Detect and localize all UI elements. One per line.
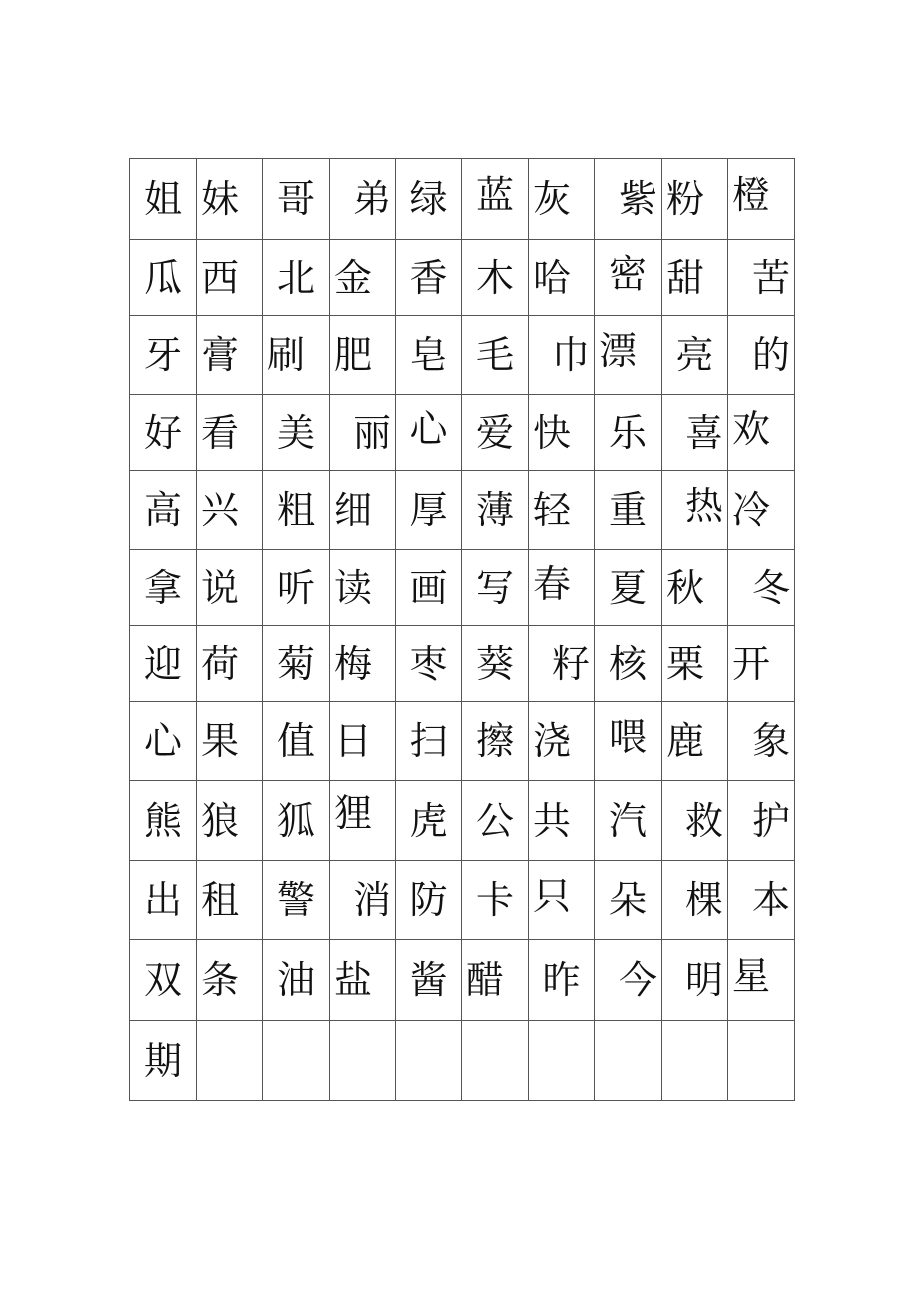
char-text: 乐: [608, 410, 647, 455]
char-cell: [529, 861, 595, 940]
char-cell: [662, 1021, 728, 1101]
char-text: 梅: [334, 641, 373, 686]
table-row: [130, 550, 795, 626]
char-cell: [662, 159, 728, 240]
char-text: 读: [334, 565, 373, 610]
char-text: 弟: [352, 177, 391, 221]
char-cell: [330, 702, 396, 781]
char-text: 北: [276, 255, 315, 300]
char-text: 防: [409, 878, 448, 922]
char-cell: [595, 471, 662, 550]
char-text: 星: [732, 954, 771, 998]
table-row: [130, 1021, 795, 1101]
char-cell: [462, 395, 529, 471]
char-cell: [728, 702, 795, 781]
char-text: 冷: [732, 488, 771, 532]
char-cell: [728, 626, 795, 702]
char-text: 肥: [334, 333, 373, 377]
char-cell: [529, 1021, 595, 1101]
char-text: 扫: [409, 719, 448, 763]
char-text: 毛: [475, 333, 514, 377]
char-cell: [462, 626, 529, 702]
char-text: 金: [334, 255, 373, 300]
char-cell: [728, 316, 795, 395]
char-cell: [330, 395, 396, 471]
char-cell: [529, 240, 595, 316]
char-cell: [263, 940, 330, 1021]
char-text: 菊: [276, 641, 315, 686]
char-text: 油: [276, 958, 315, 1002]
table-row: [130, 159, 795, 240]
char-cell: [130, 395, 197, 471]
char-text: 值: [276, 719, 315, 763]
char-text: 今: [618, 958, 657, 1002]
char-text: 写: [475, 565, 514, 610]
char-text: 膏: [201, 333, 240, 377]
char-text: 狸: [334, 790, 373, 835]
char-cell: [197, 240, 263, 316]
table-row: [130, 471, 795, 550]
char-text: 虎: [409, 798, 448, 843]
char-cell: [728, 940, 795, 1021]
char-cell: [130, 940, 197, 1021]
char-cell: [662, 702, 728, 781]
char-cell: [595, 395, 662, 471]
char-text: 粉: [666, 177, 705, 221]
char-text: 厚: [409, 488, 448, 532]
char-cell: [330, 1021, 396, 1101]
char-cell: [595, 940, 662, 1021]
char-cell: [462, 550, 529, 626]
char-text: 西: [201, 255, 240, 300]
char-text: 昨: [542, 958, 581, 1002]
char-text: 甜: [666, 255, 705, 300]
char-cell: [330, 861, 396, 940]
char-cell: [396, 940, 462, 1021]
char-cell: [263, 781, 330, 861]
char-text: 枣: [409, 641, 448, 686]
char-cell: [396, 471, 462, 550]
char-cell: [130, 471, 197, 550]
char-cell: [662, 471, 728, 550]
char-text: 喂: [608, 715, 647, 759]
char-cell: [396, 781, 462, 861]
char-text: 橙: [732, 173, 771, 217]
char-cell: [662, 940, 728, 1021]
char-cell: [662, 626, 728, 702]
char-text: 看: [201, 410, 240, 455]
table-row: [130, 861, 795, 940]
char-text: 蓝: [475, 173, 514, 217]
char-text: 快: [533, 410, 572, 455]
char-text: 共: [533, 798, 572, 843]
char-text: 重: [608, 488, 647, 532]
char-cell: [529, 940, 595, 1021]
char-text: 出: [143, 878, 182, 922]
char-text: 卡: [475, 878, 514, 922]
char-text: 妹: [201, 177, 240, 221]
char-cell: [595, 159, 662, 240]
char-text: 朵: [608, 878, 647, 922]
table-body: [130, 159, 795, 1101]
char-cell: [396, 702, 462, 781]
char-cell: [728, 159, 795, 240]
char-text: 密: [608, 251, 647, 296]
char-text: 栗: [666, 641, 705, 686]
char-cell: [396, 626, 462, 702]
char-cell: [130, 159, 197, 240]
char-cell: [130, 702, 197, 781]
char-cell: [396, 861, 462, 940]
table-row: [130, 940, 795, 1021]
char-cell: [263, 626, 330, 702]
char-cell: [197, 940, 263, 1021]
char-text: 籽: [551, 641, 590, 686]
char-cell: [396, 159, 462, 240]
char-cell: [263, 240, 330, 316]
char-cell: [728, 861, 795, 940]
char-text: 画: [409, 565, 448, 610]
char-text: 公: [475, 798, 514, 843]
char-cell: [263, 550, 330, 626]
char-text: 紫: [618, 177, 657, 221]
char-text: 双: [143, 958, 182, 1002]
char-text: 葵: [475, 641, 514, 686]
char-text: 象: [751, 719, 790, 763]
char-cell: [595, 1021, 662, 1101]
char-cell: [263, 395, 330, 471]
char-cell: [529, 159, 595, 240]
char-cell: [330, 471, 396, 550]
char-text: 租: [201, 878, 240, 922]
char-text: 丽: [352, 410, 391, 455]
char-cell: [728, 240, 795, 316]
char-cell: [197, 626, 263, 702]
char-text: 棵: [684, 878, 723, 922]
char-text: 热: [684, 484, 723, 528]
char-text: 期: [143, 1038, 182, 1083]
char-text: 香: [409, 255, 448, 300]
char-text: 爱: [475, 410, 514, 455]
char-text: 本: [751, 878, 790, 922]
char-cell: [197, 395, 263, 471]
char-text: 核: [608, 641, 647, 686]
char-cell: [662, 781, 728, 861]
char-cell: [462, 471, 529, 550]
char-text: 牙: [143, 333, 182, 377]
char-cell: [263, 159, 330, 240]
char-cell: [197, 471, 263, 550]
char-cell: [462, 702, 529, 781]
char-text: 条: [201, 958, 240, 1002]
char-cell: [330, 550, 396, 626]
char-cell: [330, 781, 396, 861]
char-cell: [330, 159, 396, 240]
char-cell: [330, 940, 396, 1021]
char-cell: [595, 626, 662, 702]
char-text: 擦: [475, 719, 514, 763]
table-row: [130, 702, 795, 781]
char-cell: [529, 550, 595, 626]
char-cell: [595, 702, 662, 781]
char-text: 喜: [684, 410, 723, 455]
char-cell: [330, 316, 396, 395]
char-cell: [396, 550, 462, 626]
char-cell: [197, 702, 263, 781]
char-cell: [197, 159, 263, 240]
char-text: 酱: [409, 958, 448, 1002]
char-cell: [662, 395, 728, 471]
char-text: 明: [684, 958, 723, 1002]
char-text: 心: [409, 406, 448, 451]
char-text: 粗: [276, 488, 315, 532]
char-cell: [263, 471, 330, 550]
char-cell: [595, 316, 662, 395]
char-cell: [197, 781, 263, 861]
char-text: 漂: [599, 329, 638, 373]
char-cell: [462, 861, 529, 940]
char-cell: [462, 159, 529, 240]
char-text: 巾: [551, 333, 590, 377]
char-cell: [595, 781, 662, 861]
char-text: 醋: [466, 958, 505, 1002]
char-text: 皂: [409, 333, 448, 377]
char-text: 秋: [666, 565, 705, 610]
char-cell: [197, 550, 263, 626]
char-cell: [197, 861, 263, 940]
char-cell: [263, 1021, 330, 1101]
char-cell: [529, 471, 595, 550]
char-text: 春: [533, 561, 572, 606]
char-cell: [130, 781, 197, 861]
char-cell: [130, 240, 197, 316]
char-cell: [728, 471, 795, 550]
char-text: 美: [276, 410, 315, 455]
char-cell: [662, 550, 728, 626]
char-text: 心: [143, 719, 182, 763]
char-cell: [462, 1021, 529, 1101]
char-text: 开: [732, 641, 771, 686]
char-text: 鹿: [666, 719, 705, 763]
table-row: [130, 240, 795, 316]
char-cell: [396, 316, 462, 395]
char-text: 绿: [409, 177, 448, 221]
char-cell: [263, 702, 330, 781]
char-text: 瓜: [143, 255, 182, 300]
char-cell: [662, 240, 728, 316]
char-cell: [728, 550, 795, 626]
char-text: 好: [143, 410, 182, 455]
char-text: 荷: [201, 641, 240, 686]
char-cell: [396, 1021, 462, 1101]
char-text: 汽: [608, 798, 647, 843]
char-cell: [595, 861, 662, 940]
char-cell: [529, 702, 595, 781]
char-cell: [197, 316, 263, 395]
char-cell: [462, 240, 529, 316]
char-cell: [529, 395, 595, 471]
char-text: 熊: [143, 798, 182, 843]
char-cell: [130, 861, 197, 940]
char-text: 亮: [675, 333, 714, 377]
char-text: 护: [751, 798, 790, 843]
char-text: 哥: [276, 177, 315, 221]
char-text: 薄: [475, 488, 514, 532]
char-text: 日: [334, 719, 373, 763]
char-text: 姐: [143, 177, 182, 221]
char-text: 木: [475, 255, 514, 300]
char-text: 盐: [334, 958, 373, 1002]
char-text: 轻: [533, 488, 572, 532]
char-text: 狐: [276, 798, 315, 843]
char-cell: [130, 550, 197, 626]
char-text: 果: [201, 719, 240, 763]
char-cell: [130, 1021, 197, 1101]
char-text: 警: [276, 878, 315, 922]
char-cell: [529, 781, 595, 861]
char-cell: [529, 316, 595, 395]
char-text: 说: [201, 565, 240, 610]
char-cell: [728, 781, 795, 861]
char-text: 浇: [533, 719, 572, 763]
char-text: 苦: [751, 255, 790, 300]
char-cell: [396, 240, 462, 316]
char-text: 听: [276, 565, 315, 610]
char-cell: [130, 626, 197, 702]
char-text: 冬: [751, 565, 790, 610]
char-cell: [462, 316, 529, 395]
table-row: [130, 781, 795, 861]
char-text: 刷: [267, 333, 306, 377]
char-text: 兴: [201, 488, 240, 532]
char-text: 高: [143, 488, 182, 532]
char-text: 欢: [732, 406, 771, 451]
char-text: 救: [684, 798, 723, 843]
char-text: 的: [751, 333, 790, 377]
char-cell: [330, 626, 396, 702]
char-text: 消: [352, 878, 391, 922]
char-text: 拿: [143, 565, 182, 610]
char-cell: [728, 1021, 795, 1101]
table-row: [130, 395, 795, 471]
char-cell: [197, 1021, 263, 1101]
table-row: [130, 316, 795, 395]
char-text: 哈: [533, 255, 572, 300]
char-cell: [330, 240, 396, 316]
char-cell: [662, 861, 728, 940]
char-text: 只: [533, 874, 572, 918]
char-text: 狼: [201, 798, 240, 843]
table-row: [130, 626, 795, 702]
char-cell: [595, 240, 662, 316]
char-text: 迎: [143, 641, 182, 686]
char-cell: [462, 940, 529, 1021]
char-cell: [263, 861, 330, 940]
char-cell: [396, 395, 462, 471]
char-cell: [595, 550, 662, 626]
char-text: 灰: [533, 177, 572, 221]
char-cell: [662, 316, 728, 395]
char-cell: [728, 395, 795, 471]
char-cell: [263, 316, 330, 395]
char-cell: [462, 781, 529, 861]
char-cell: [130, 316, 197, 395]
char-cell: [529, 626, 595, 702]
character-table: [129, 158, 795, 1101]
char-text: 细: [334, 488, 373, 532]
char-text: 夏: [608, 565, 647, 610]
